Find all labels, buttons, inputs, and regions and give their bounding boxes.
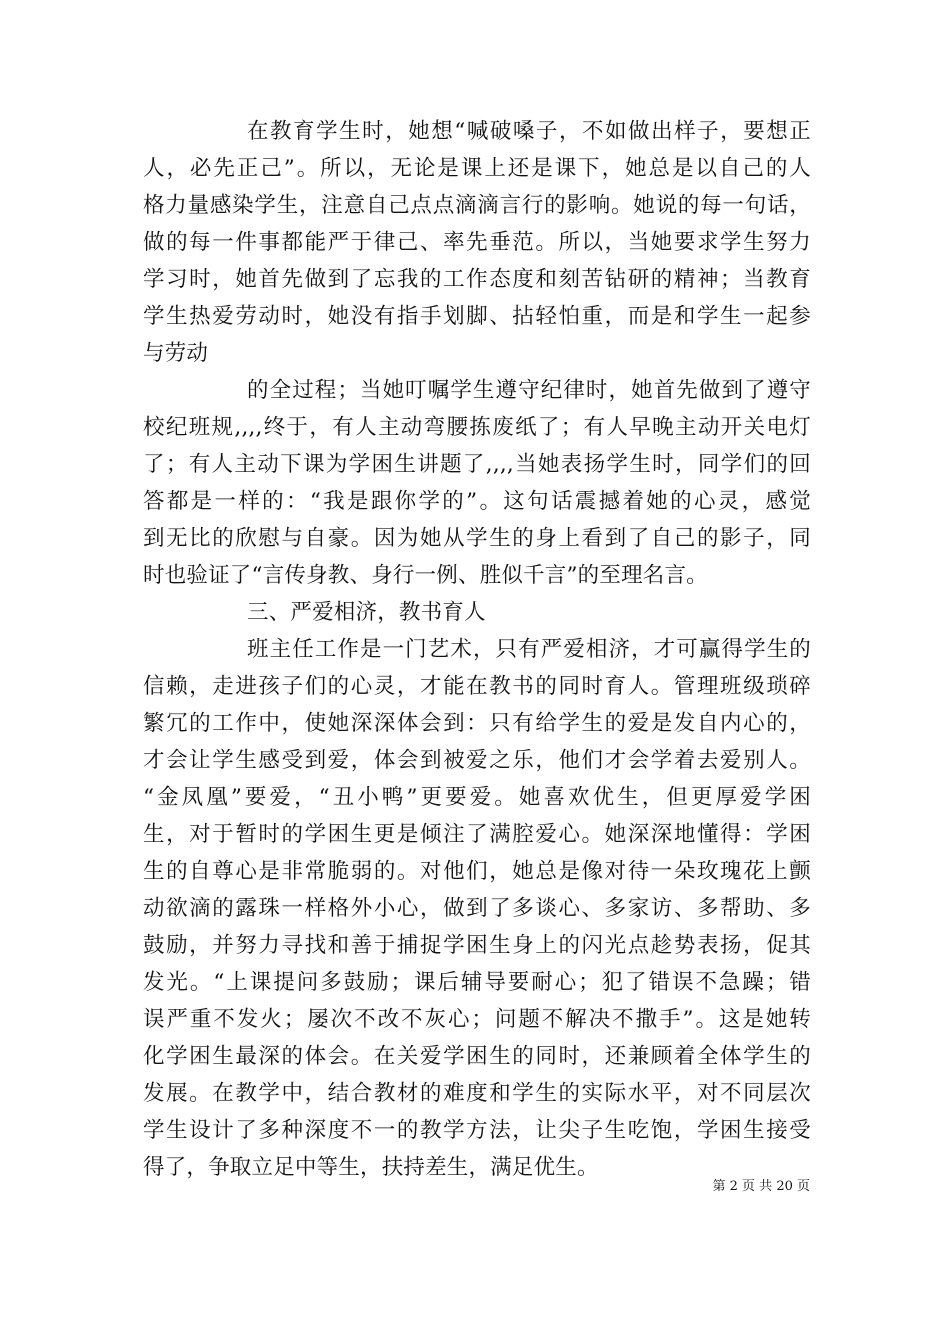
paragraph-line: 生的自尊心是非常脆弱的。对他们，她总是像对待一朵玫瑰花上颤 bbox=[143, 859, 811, 884]
paragraph-line: 学生热爱劳动时，她没有指手划脚、拈轻怕重，而是和学生一起参 bbox=[143, 304, 811, 329]
paragraph-line: 学习时，她首先做到了忘我的工作态度和刻苦钻研的精神；当教育 bbox=[143, 267, 811, 292]
body-text bbox=[143, 113, 811, 1186]
paragraph-line: “金凤凰”要爱，“丑小鸭”更要爱。她喜欢优生，但更厚爱学困 bbox=[143, 785, 811, 810]
paragraph-line: 格力量感染学生，注意自己点点滴滴言行的影响。她说的每一句话， bbox=[143, 193, 811, 218]
paragraph-line: 动欲滴的露珠一样格外小心，做到了多谈心、多家访、多帮助、多 bbox=[143, 896, 811, 921]
paragraph-line: 生，对于暂时的学困生更是倾注了满腔爱心。她深深地懂得：学困 bbox=[143, 822, 811, 847]
paragraph-line: 答都是一样的：“我是跟你学的”。这句话震撼着她的心灵，感觉 bbox=[143, 489, 811, 514]
paragraph-line: 了；有人主动下课为学困生讲题了,,,,当她表扬学生时，同学们的回 bbox=[143, 452, 811, 477]
paragraph-line: 时也验证了“言传身教、身行一例、胜似千言”的至理名言。 bbox=[143, 563, 708, 588]
section-heading: 三、严爱相济，教书育人 bbox=[247, 600, 486, 625]
paragraph-line: 班主任工作是一门艺术，只有严爱相济，才可赢得学生的 bbox=[247, 637, 811, 662]
paragraph-line: 与劳动 bbox=[143, 341, 209, 366]
paragraph-line: 化学困生最深的体会。在关爱学困生的同时，还兼顾着全体学生的 bbox=[143, 1044, 811, 1069]
paragraph-line: 误严重不发火；屡次不改不灰心；问题不解决不撒手”。这是她转 bbox=[143, 1007, 811, 1032]
paragraph-line: 人，必先正己”。所以，无论是课上还是课下，她总是以自己的人 bbox=[143, 156, 811, 181]
paragraph-line: 发光。“上课提问多鼓励；课后辅导要耐心；犯了错误不急躁；错 bbox=[143, 970, 811, 995]
paragraph-line: 的全过程；当她叮嘱学生遵守纪律时，她首先做到了遵守 bbox=[247, 378, 811, 403]
paragraph-line: 在教育学生时，她想“喊破嗓子，不如做出样子，要想正 bbox=[247, 119, 811, 144]
paragraph-line: 学生设计了多种深度不一的教学方法，让尖子生吃饱，学困生接受 bbox=[143, 1118, 811, 1143]
paragraph-line: 校纪班规,,,,终于，有人主动弯腰拣废纸了；有人早晚主动开关电灯 bbox=[143, 415, 811, 440]
paragraph-line: 到无比的欣慰与自豪。因为她从学生的身上看到了自己的影子，同 bbox=[143, 526, 811, 551]
paragraph-line: 发展。在教学中，结合教材的难度和学生的实际水平，对不同层次 bbox=[143, 1081, 811, 1106]
paragraph-line: 繁冗的工作中，使她深深体会到：只有给学生的爱是发自内心的， bbox=[143, 711, 811, 736]
paragraph-line: 才会让学生感受到爱，体会到被爱之乐，他们才会学着去爱别人。 bbox=[143, 748, 811, 773]
paragraph-line: 信赖，走进孩子们的心灵，才能在教书的同时育人。管理班级琐碎 bbox=[143, 674, 811, 699]
paragraph-line: 鼓励，并努力寻找和善于捕捉学困生身上的闪光点趁势表扬，促其 bbox=[143, 933, 811, 958]
page-number: 第 2 页 共 20 页 bbox=[712, 1179, 810, 1194]
paragraph-line: 得了，争取立足中等生，扶持差生，满足优生。 bbox=[143, 1155, 599, 1180]
paragraph-line: 做的每一件事都能严于律己、率先垂范。所以，当她要求学生努力 bbox=[143, 230, 811, 255]
